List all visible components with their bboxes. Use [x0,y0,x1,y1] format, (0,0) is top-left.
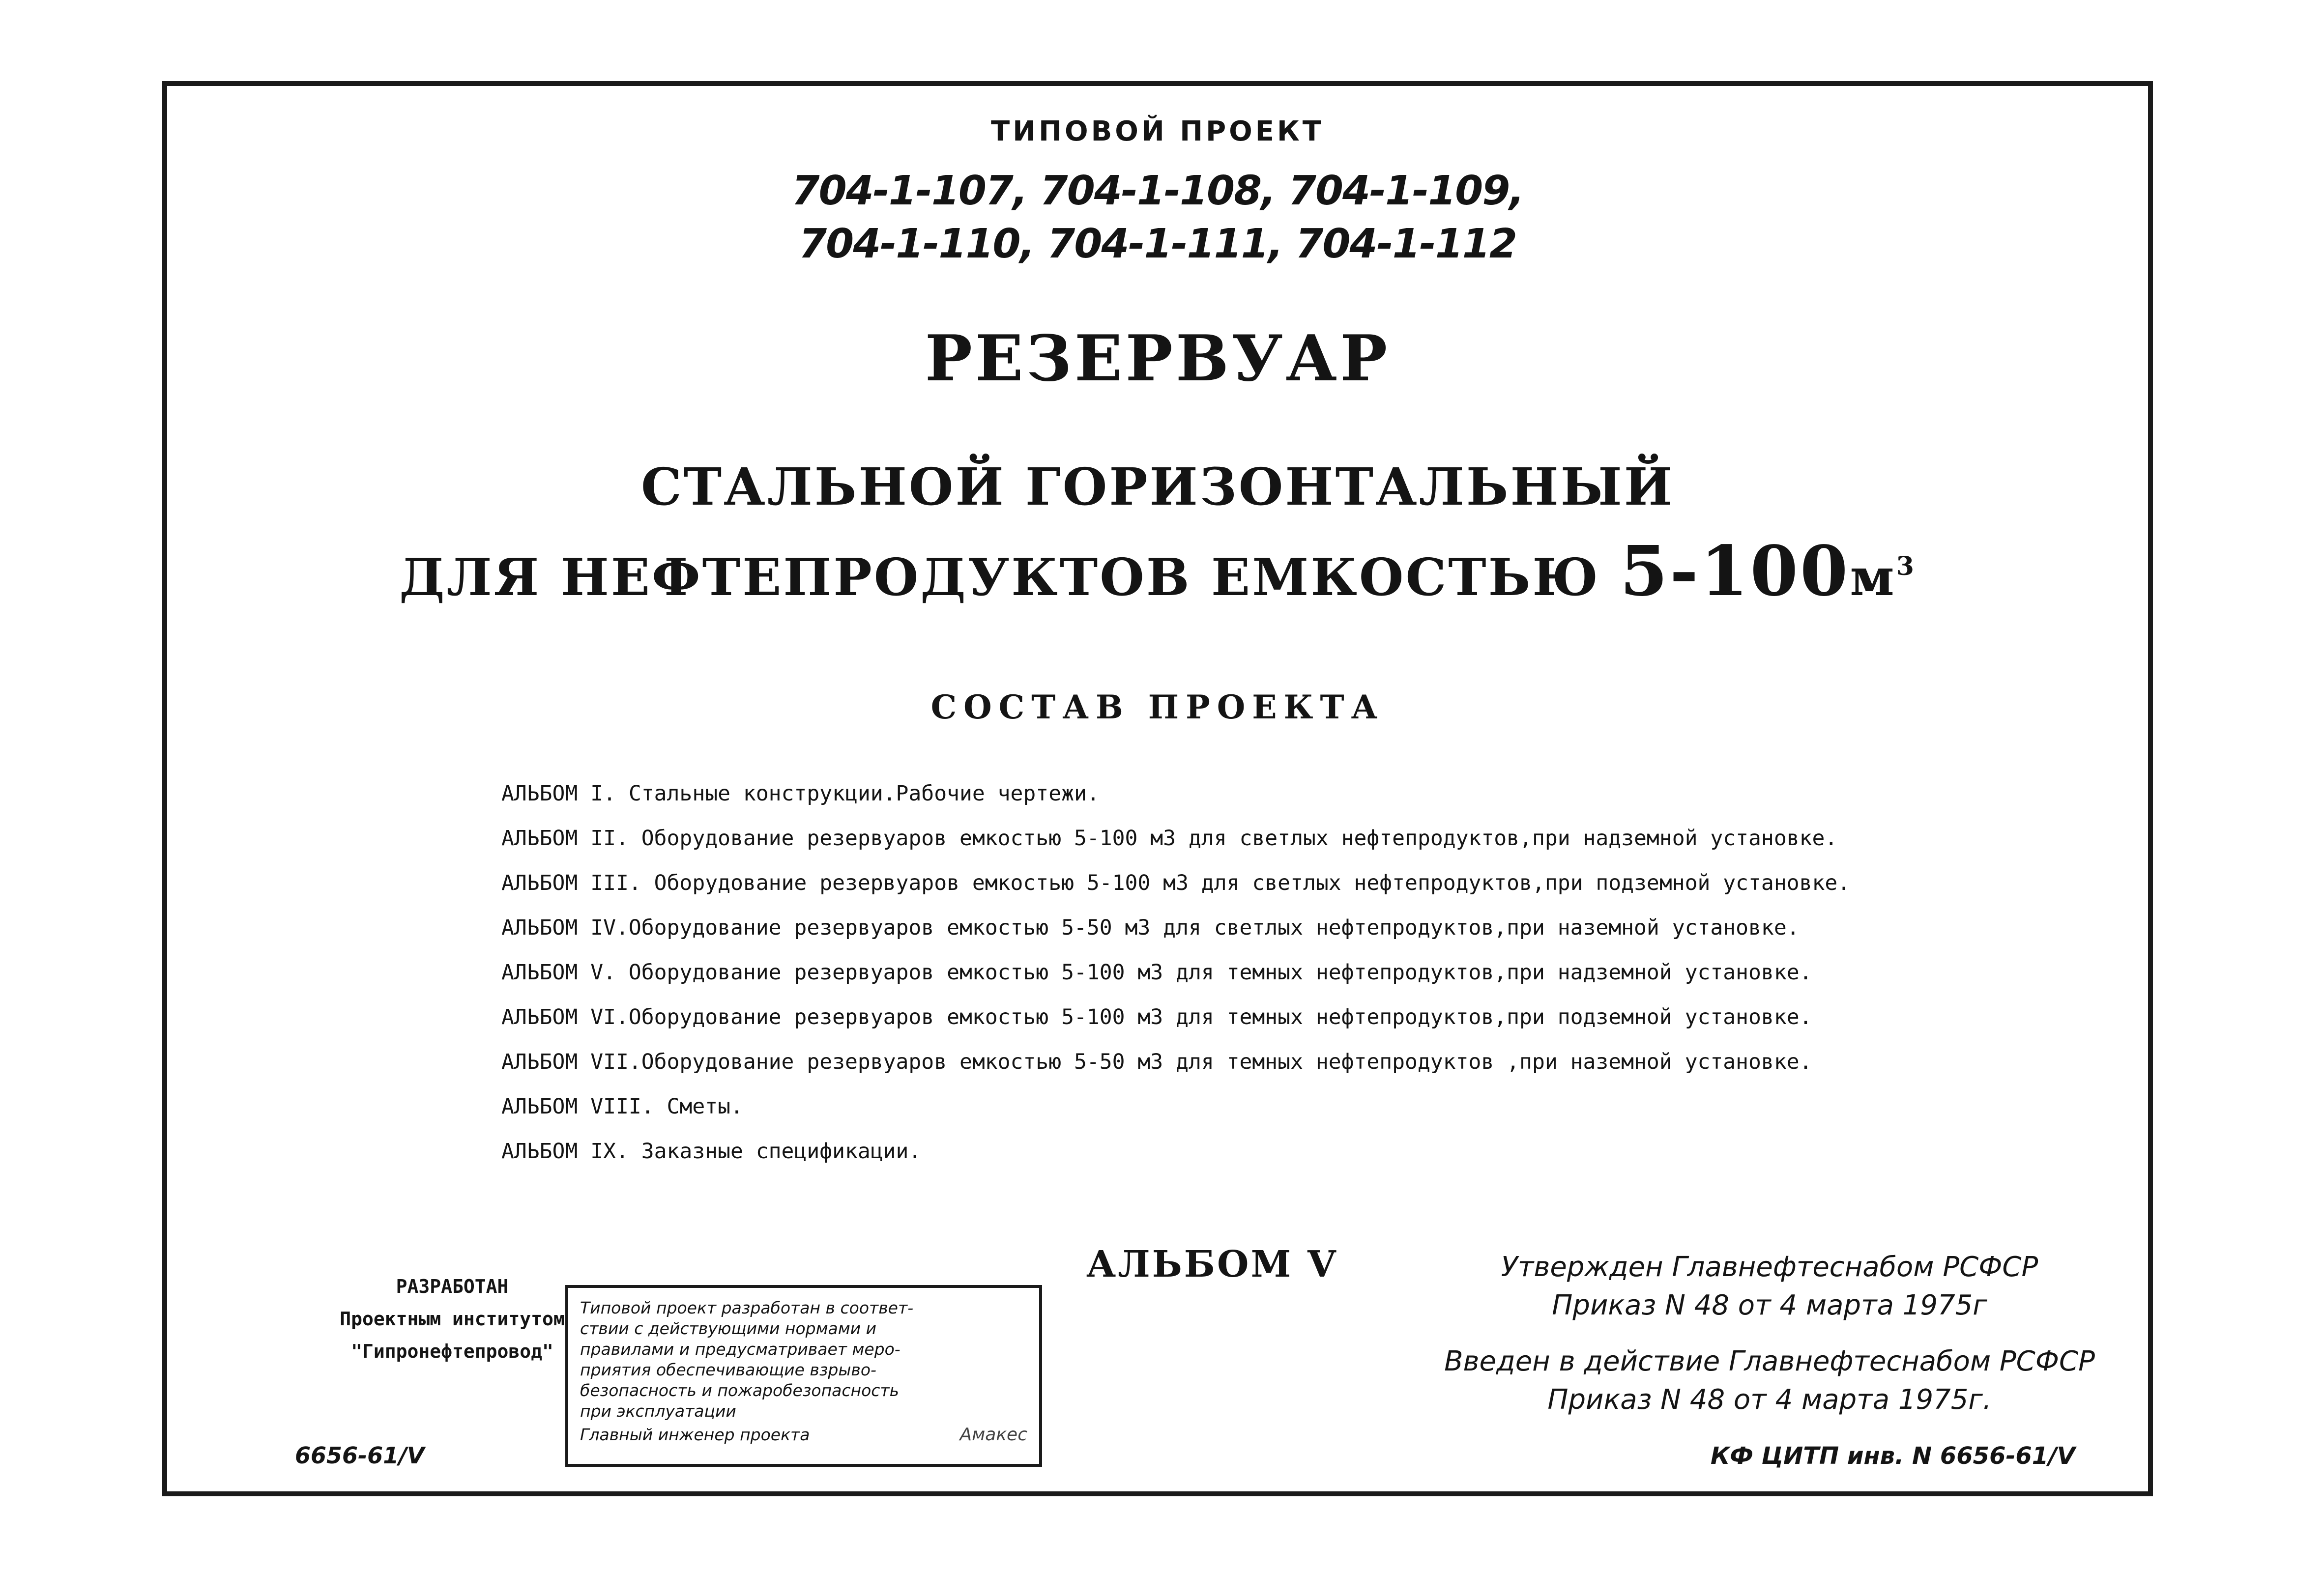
album-list-item: АЛЬБОМ IV.Оборудование резервуаров емкостью 5-50 м3 для светлых нефтепродуктов,при наземной установке. [501,915,1800,940]
stamp-line: правилами и предусматривает меро- [580,1340,901,1359]
document-title: РЕЗЕРВУАР [925,322,1391,396]
approval-line: Утвержден Главнефтеснабом РСФСР [1501,1251,2038,1283]
enactment-order-line: Приказ N 48 от 4 марта 1975г. [1547,1384,1992,1416]
stamp-line: ствии с действующими нормами и [580,1319,876,1338]
subtitle-line-2 [167,529,2148,620]
album-list-item: АЛЬБОМ V. Оборудование резервуаров емкостью 5-100 м3 для темных нефтепродуктов,при надземной установке. [501,960,1812,985]
subtitle-line-1: СТАЛЬНОЙ ГОРИЗОНТАЛЬНЫЙ [640,457,1675,517]
drawing-frame [162,81,2153,1496]
project-codes-line-1: 704-1-107, 704-1-108, 704-1-109, [791,168,1524,214]
approval-note [1416,1248,2123,1419]
developer-institute-name: "Гипронефтепровод" [351,1341,553,1362]
capacity-range: 5-100 [1620,531,1850,612]
inventory-number-left: 6656-61/V [295,1442,425,1469]
developer-label: РАЗРАБОТАН [396,1276,509,1297]
album-number-label [1086,1243,1338,1285]
project-codes [167,165,2148,271]
album-list-item: АЛЬБОМ I. Стальные конструкции.Рабочие чертежи. [501,781,1100,806]
album-list-item: АЛЬБОМ II. Оборудование резервуаров емкостью 5-100 м3 для светлых нефтепродуктов,при надземной установке. [501,826,1838,851]
album-list [501,771,1850,1174]
album-word: АЛЬБОМ [1086,1243,1293,1285]
stamp-line: при эксплуатации [580,1401,736,1421]
capacity-unit-exponent: 3 [1896,551,1916,581]
album-list-item: АЛЬБОМ IX. Заказные спецификации. [501,1139,922,1164]
approval-order-line: Приказ N 48 от 4 марта 1975г [1552,1289,1987,1321]
stamp-line: безопасность и пожаробезопасность [580,1381,900,1400]
chief-engineer-signature: Амакес [959,1425,1027,1445]
compliance-stamp [565,1285,1042,1467]
stamp-signature-row [580,1425,1027,1445]
album-list-item: АЛЬБОМ VII.Оборудование резервуаров емкостью 5-50 м3 для темных нефтепродуктов ,при наземной установке. [501,1050,1812,1074]
subtitle-line-2-text: ДЛЯ НЕФТЕПРОДУКТОВ ЕМКОСТЬЮ [399,547,1600,607]
project-kind: ТИПОВОЙ ПРОЕКТ [991,115,1324,147]
inventory-number-right: КФ ЦИТП инв. N 6656-61/V [1711,1442,2075,1470]
stamp-line: приятия обеспечивающие взрыво- [580,1360,876,1379]
stamp-line: Типовой проект разработан в соответ- [580,1298,914,1317]
capacity-unit: м [1850,547,1896,607]
album-list-item: АЛЬБОМ VI.Оборудование резервуаров емкостью 5-100 м3 для темных нефтепродуктов,при подземной установке. [501,1005,1812,1029]
developer-institute-label: Проектным институтом [340,1308,565,1330]
enactment-line: Введен в действие Главнефтеснабом РСФСР [1444,1345,2095,1377]
album-list-item: АЛЬБОМ VIII. Сметы. [501,1094,743,1119]
album-list-item: АЛЬБОМ III. Оборудование резервуаров емкостью 5-100 м3 для светлых нефтепродуктов,при подземной установке. [501,871,1851,895]
project-codes-line-2: 704-1-110, 704-1-111, 704-1-112 [799,221,1516,267]
document-subtitle [167,445,2148,620]
album-number: V [1307,1243,1338,1285]
composition-heading: СОСТАВ ПРОЕКТА [930,688,1385,726]
chief-engineer-label: Главный инженер проекта [580,1425,810,1444]
